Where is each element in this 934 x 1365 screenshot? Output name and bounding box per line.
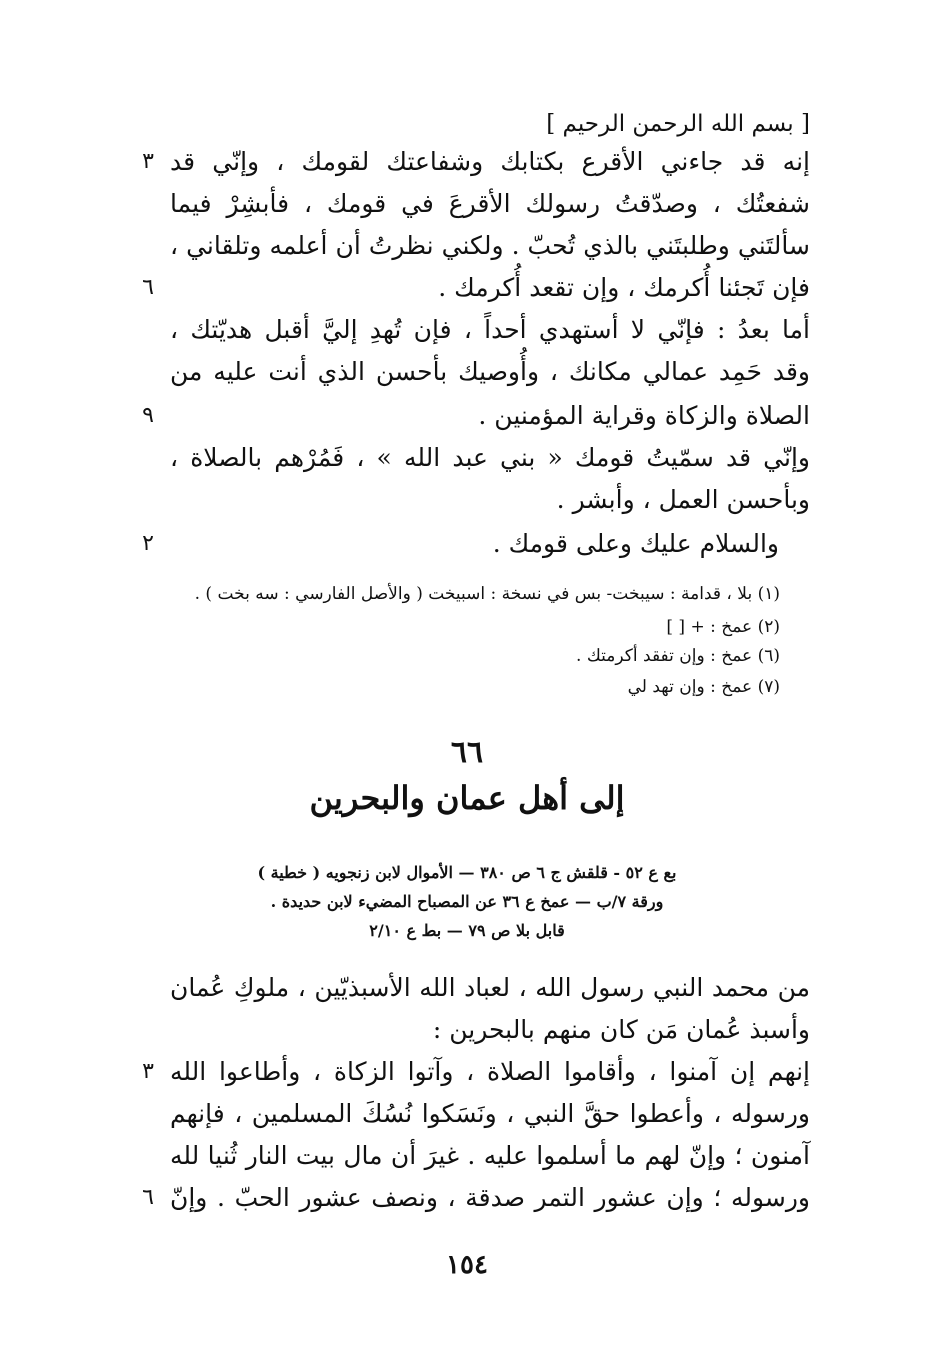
footnote: (٦) عمخ : وإن تفقد أكرمتك .	[576, 646, 780, 666]
text-line: الصلاة والزكاة وقراية المؤمنين .	[478, 401, 810, 430]
footnote: (٧) عمخ : وإن تهد لي	[627, 677, 780, 697]
line-number: ٢	[142, 531, 154, 556]
footnote: (١) بلا ، قدامة : سيبخت- بس في نسخة : اسبيخت ( والأصل الفارسي : سه بخت ) .	[194, 584, 780, 604]
basmala: [ بسم الله الرحمن الرحيم ]	[546, 111, 810, 137]
source-line: بع ع ٥٢ - قلقش ج ٦ ص ٣٨٠ — الأموال لابن زنجويه ( خطية )	[257, 863, 677, 882]
page-number: ١٥٤	[446, 1250, 488, 1280]
text-line: سألتَني وطلبتَني بالذي تُحبّ . ولكني نظرتُ أن أعلمه وتلقاني ،	[170, 231, 810, 260]
line-number: ٩	[142, 403, 154, 428]
text-line: وأسبذ عُمان مَن كان منهم بالبحرين :	[432, 1015, 810, 1044]
text-line: ورسوله ، وأعطوا حقَّ النبي ، ونَسَكوا نُسُكَ المسلمين ، فإنهم	[170, 1099, 810, 1128]
text-line: أما بعدُ : فإنّي لا أستهدي أحداً ، فإن تُهدِ إليَّ أقبل هديّتك ،	[170, 315, 810, 344]
line-number: ٣	[142, 1059, 154, 1084]
text-line: ورسوله ؛ وإن عشور التمر صدقة ، ونصف عشور الحبّ . وإنّ	[170, 1183, 810, 1212]
text-line: إنه قد جاءني الأقرع بكتابك وشفاعتك لقومك ، وإنّي قد	[170, 147, 810, 176]
source-line: قابل بلا ص ٧٩ — بط ع ٢/١٠	[369, 921, 565, 940]
section-title: إلى أهل عمان والبحرين	[309, 779, 625, 817]
text-line: من محمد النبي رسول الله ، لعباد الله الأسبذيّين ، ملوكِ عُمان	[170, 973, 810, 1002]
line-number: ٦	[142, 1185, 154, 1210]
line-number: ٣	[142, 149, 154, 174]
source-line: ورقة ٧/ب — عمخ ع ٣٦ عن المصباح المضيء لابن حديدة .	[270, 892, 664, 911]
text-line: وبأحسن العمل ، وأبشر .	[556, 485, 810, 514]
text-line: فإن تَجئنا أُكرمك ، وإن تقعد أُكرمك .	[438, 273, 810, 302]
text-line: وقد حَمِد عمالي مكانك ، وأُوصيك بأحسن الذي أنت عليه من	[170, 357, 810, 386]
line-number: ٦	[142, 275, 154, 300]
section-number: ٦٦	[450, 735, 484, 770]
text-line: وإنّي قد سمّيتُ قومك « بني عبد الله » ، فَمُرْهم بالصلاة ،	[170, 443, 810, 472]
footnote: (٢) عمخ : + [ ]	[666, 617, 780, 637]
text-line: شفعتُك ، وصدّقتُ رسولك الأقرعَ في قومك ، فأبشِرْ فيما	[170, 189, 810, 218]
text-line: آمنون ؛ وإنّ لهم ما أسلموا عليه . غيرَ أن مال بيت النار ثُنيا لله	[170, 1141, 810, 1170]
text-line: والسلام عليك وعلى قومك .	[492, 529, 779, 558]
text-line: إنهم إن آمنوا ، وأقاموا الصلاة ، وآتوا الزكاة ، وأطاعوا الله	[170, 1057, 810, 1086]
